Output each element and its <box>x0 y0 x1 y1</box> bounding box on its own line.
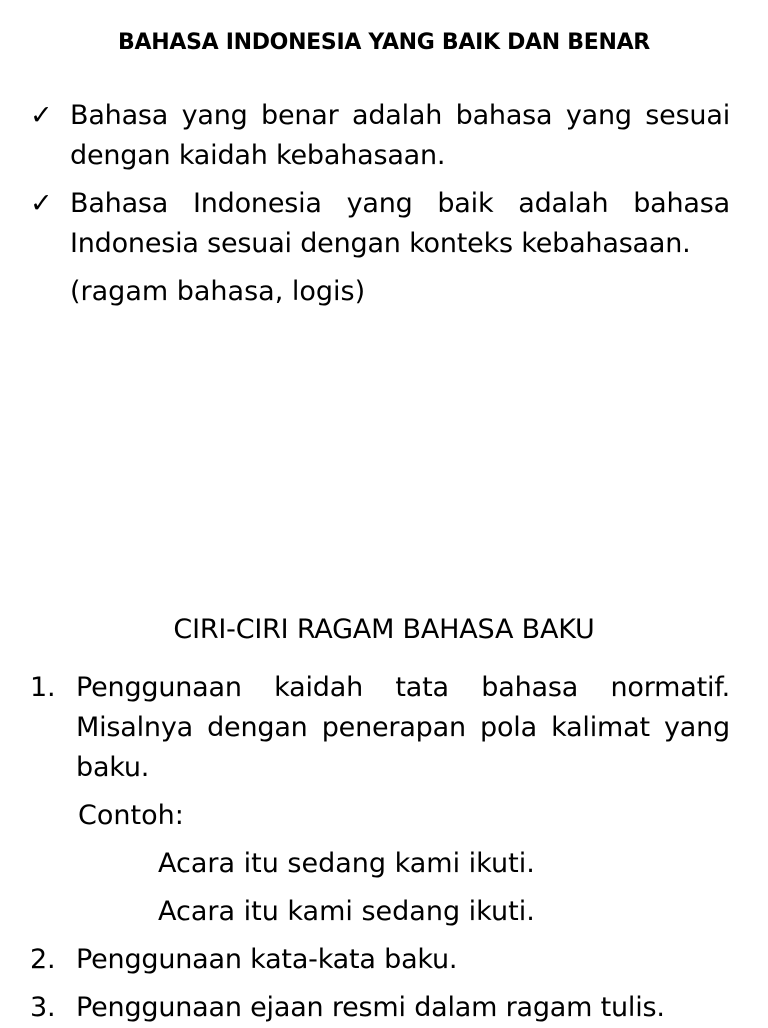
bullet-text: Bahasa yang benar adalah bahasa yang sesuai dengan kaidah kebahasaan. <box>70 100 730 171</box>
item-text: Penggunaan kata-kata baku. <box>76 944 458 975</box>
item-number: 3. <box>30 992 56 1023</box>
item-number: 1. <box>30 672 56 703</box>
section-title-baik-benar: BAHASA INDONESIA YANG BAIK DAN BENAR <box>118 30 650 55</box>
item-number: 2. <box>30 944 56 975</box>
bullet-note: (ragam bahasa, logis) <box>70 276 366 307</box>
item-text: Penggunaan ejaan resmi dalam ragam tulis. <box>76 992 665 1023</box>
list-item <box>30 988 730 1028</box>
section-title-ciri-ciri: CIRI-CIRI RAGAM BAHASA BAKU <box>173 614 595 645</box>
numbered-list <box>30 668 730 1028</box>
example-sentence: Acara itu sedang kami ikuti. <box>158 848 535 879</box>
example-label: Contoh: <box>78 800 184 831</box>
checklist <box>30 96 730 312</box>
checkmark-icon: ✓ <box>30 100 53 131</box>
item-text: Penggunaan kaidah tata bahasa normatif. Misalnya dengan penerapan pola kalimat yang baku. <box>76 672 730 783</box>
example-sentence: Acara itu kami sedang ikuti. <box>158 896 535 927</box>
bullet-text: Bahasa Indonesia yang baik adalah bahasa Indonesia sesuai dengan konteks kebahasaan. <box>70 188 730 259</box>
list-item <box>30 96 730 176</box>
list-item <box>30 940 730 980</box>
list-item <box>30 668 730 788</box>
checkmark-icon: ✓ <box>30 188 53 219</box>
list-item <box>30 184 730 264</box>
